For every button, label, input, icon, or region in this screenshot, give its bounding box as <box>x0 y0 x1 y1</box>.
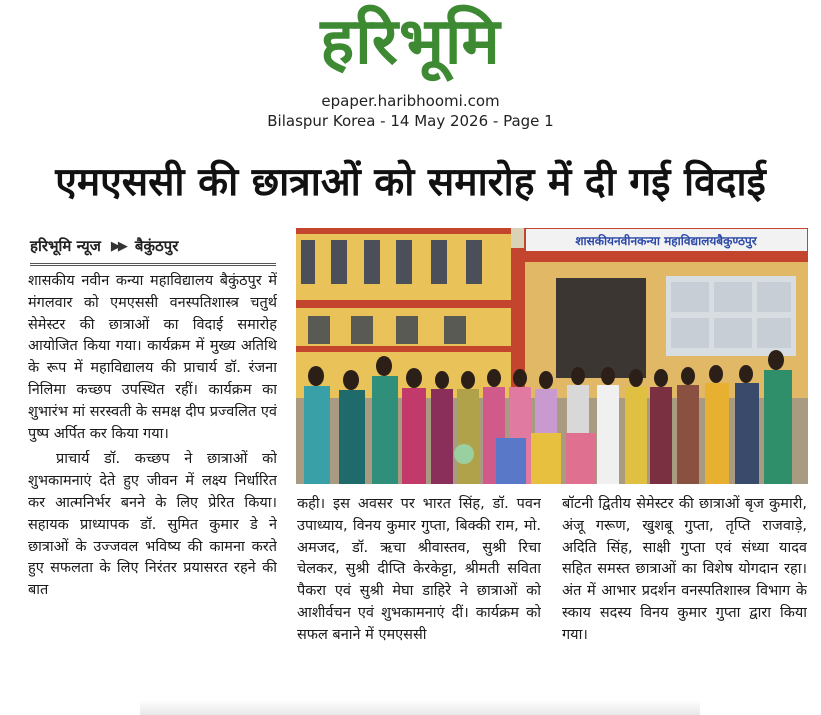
epaper-site-url[interactable]: epaper.haribhoomi.com <box>321 92 500 110</box>
byline <box>30 231 280 261</box>
paragraph: प्राचार्य डॉ. कच्छप ने छात्राओं को शुभकामनाएं देते हुए जीवन में लक्ष्य निर्धारित कर आत्मनिर्भर बनने के लिए प्रेरित किया। सहायक प्राध्यापक डॉ. सुमित कुमार डे ने छात्राओं के उज्जवल भविष्य की कामना करते हुए सफलता के लिए निरंतर प्रयासरत रहने की बात <box>28 451 277 599</box>
masthead <box>0 0 821 130</box>
college-sign-text: शासकीयनवीनकन्या महाविद्यालयबैकुण्ठपुर <box>575 234 757 248</box>
byline-source: हरिभूमि न्यूज <box>30 237 101 255</box>
byline-place: बैकुंठपुर <box>134 237 179 255</box>
paragraph: कही। इस अवसर पर भारत सिंह, डॉ. पवन उपाध्याय, विनय कुमार गुप्ता, बिक्की राम, मो. अमजद, डॉ. ऋचा श्रीवास्तव, सुश्री रिचा चेलकर, सुश्री दीप्ति केरकेट्टा, श्रीमती सविता पैकरा एवं सुश्री मेघा डाहिरे ने छात्राओं को आशीर्वचन एवं शुभकामनाएं दीं। कार्यक्रम को सफल बनाने में एमएससी <box>297 496 541 643</box>
newspaper-logo[interactable]: हरिभूमि <box>320 5 501 79</box>
byline-divider <box>30 263 276 266</box>
page-fade <box>140 700 700 715</box>
article-photo <box>296 228 808 484</box>
paragraph: शासकीय नवीन कन्या महाविद्यालय बैकुंठपुर में मंगलवार को एमएससी वनस्पतिशास्त्र चतुर्थ सेमेस्टर की छात्राओं का विदाई समारोह आयोजित किया गया। कार्यक्रम में मुख्य अतिथि के रूप में महाविद्यालय की प्राचार्य डॉ. रंजना निलिमा कच्छप उपस्थित रहीं। कार्यक्रम का शुभारंभ मां सरस्वती के समक्ष दीप प्रज्वलित एवं पुष्प अर्पित कर किया गया। <box>28 273 277 442</box>
article-column-3 <box>562 494 807 689</box>
article-column-1 <box>28 271 277 686</box>
article-headline: एमएससी की छात्राओं को समारोह में दी गई विदाई <box>55 160 766 205</box>
paragraph: बॉटनी द्वितीय सेमेस्टर की छात्राओं बृज कुमारी, अंजू गरूण, खुशबू गुप्ता, तृप्ति राजवाड़े, अदिति सिंह, साक्षी गुप्ता एवं संध्या यादव सहित समस्त छात्राओं का विशेष योगदान रहा। अंत में आभार प्रदर्शन वनस्पतिशास्त्र विभाग के स्काय सदस्य विनय कुमार गुप्ता द्वारा किया गया। <box>562 496 807 643</box>
edition-info: Bilaspur Korea - 14 May 2026 - Page 1 <box>267 112 554 130</box>
article-column-2 <box>297 494 541 689</box>
fast-forward-icon: ▶▶ <box>110 238 125 254</box>
